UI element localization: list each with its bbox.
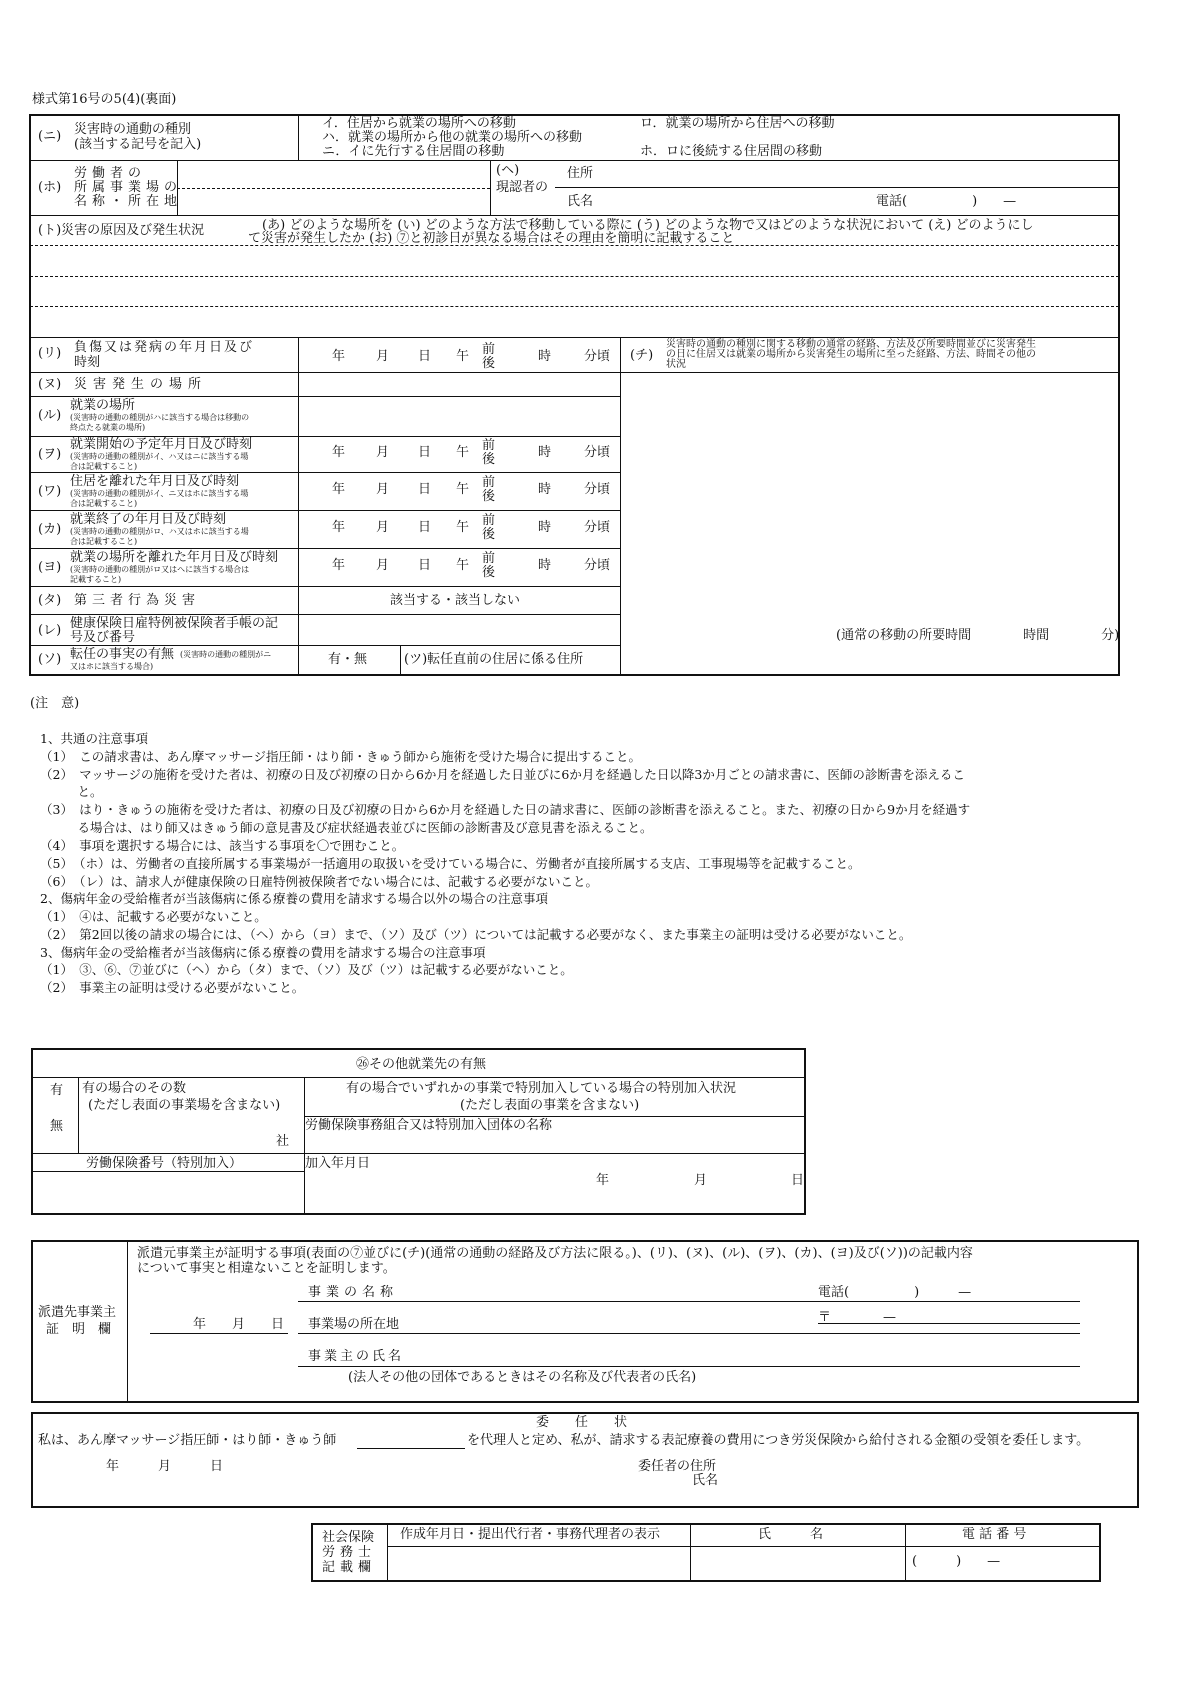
dt-hour: 時 — [538, 482, 552, 497]
section-ho-label: (ホ) — [38, 180, 62, 195]
other-work-count-label: 有の場合のその数 — [82, 1081, 187, 1096]
commute-time-note: (通常の移動の所要時間 時間 分) — [836, 628, 1120, 643]
rule — [298, 1333, 1080, 1334]
sharoushi-col2: 氏 名 — [758, 1527, 824, 1542]
note-line: （2） マッサージの施術を受けた者は、初療の日及び初療の日から6か月を経過した日並びに6か月を経過した日以降3か月ごとの請求書に、医師の診断書を添えるこ — [40, 767, 965, 782]
rule — [690, 1524, 691, 1581]
transfer-option[interactable]: 有・無 — [328, 652, 368, 667]
sharoushi-side3: 記載欄 — [322, 1560, 377, 1575]
rule — [30, 160, 1119, 161]
dt-day: 日 — [418, 349, 432, 364]
dt-zen: 前 — [482, 551, 496, 566]
rule — [30, 306, 1119, 307]
dispatch-owner-note: (法人その他の団体であるときはその名称及び代表者の氏名) — [348, 1370, 697, 1385]
dt-hour: 時 — [538, 520, 552, 535]
special-join-sub: (ただし表面の事業を含まない) — [460, 1098, 640, 1113]
rule — [555, 187, 1119, 188]
row-re-label: (レ) — [38, 623, 62, 638]
witness-name-label: 氏名 — [567, 194, 594, 209]
other-work-title: ㉖その他就業先の有無 — [356, 1057, 487, 1072]
dt-month: 月 — [376, 558, 390, 573]
dispatch-side-label2: 証 明 欄 — [46, 1322, 112, 1337]
note-line: 1、共通の注意事項 — [40, 731, 148, 746]
dt-hour: 時 — [538, 558, 552, 573]
row-so-label: (ソ) — [38, 652, 62, 667]
section-to-label: (ト)災害の原因及び発生状況 — [38, 223, 205, 238]
join-date-label: 加入年月日 — [305, 1156, 371, 1171]
rule — [298, 1301, 1080, 1302]
note-line: る場合は、はり師又はきゅう師の意見書及び症状経過表並びに医師の診断書及び意見書を添えること。 — [40, 820, 653, 835]
dt-year: 年 — [332, 482, 346, 497]
dt-day: 日 — [418, 558, 432, 573]
row-wa-label: (ワ) — [38, 484, 62, 499]
rule — [32, 1153, 805, 1154]
union-name-label: 労働保険事務組合又は特別加入団体の名称 — [305, 1118, 553, 1133]
row-wo-text: 就業開始の予定年月日及び時刻 — [70, 437, 253, 452]
rule — [298, 115, 299, 160]
datetime-ri — [306, 341, 616, 375]
dt-min: 分頃 — [584, 482, 611, 497]
section-chi-note2: の日に住居又は就業の場所から災害発生の場所に至った経路、方法、時間その他の — [666, 349, 1036, 360]
dt-day: 日 — [418, 520, 432, 535]
note-line: （2） 事業主の証明は受ける必要がないこと。 — [40, 980, 305, 995]
row-re-text1: 健康保険日雇特例被保険者手帳の記 — [70, 616, 279, 631]
sharoushi-phone: ( ) — — [912, 1554, 1001, 1569]
witness-label: (ヘ) — [496, 163, 520, 178]
datetime-ka — [306, 512, 616, 546]
join-year: 年 — [596, 1173, 610, 1188]
rule — [387, 1546, 1100, 1547]
row-ru-note1: (災害時の通動の種別がハに該当する場合は移動の — [70, 413, 250, 422]
row-nu-text: 災害発生の場所 — [74, 377, 208, 392]
note-line: （1） この請求書は、あん摩マッサージ指圧師・はり師・きゅう師から施術を受けた場合に提出すること。 — [40, 749, 641, 764]
rule — [30, 396, 620, 397]
rule — [30, 276, 1119, 277]
dt-month: 月 — [376, 520, 390, 535]
proxy-text-a: 私は、あん摩マッサージ指圧師・はり師・きゅう師 — [38, 1433, 337, 1448]
note-line: （6） （レ）は、請求人が健康保険の日雇特例被保険者でない場合には、記載する必要がないこと。 — [40, 874, 598, 889]
rule — [304, 1077, 305, 1214]
third-party-option[interactable]: 該当する・該当しない — [390, 593, 521, 608]
dispatch-phone: 電話( ) — — [818, 1285, 972, 1300]
dt-month: 月 — [376, 482, 390, 497]
notes-heading: (注 意) — [30, 696, 80, 711]
note-line: 2、傷病年金の受給権者が当該傷病に係る療養の費用を請求する場合以外の場合の注意事項 — [40, 891, 548, 906]
row-wa-note1: (災害時の通動の種別がイ、ニ又はホに該当する場 — [70, 489, 249, 498]
row-ri-text1: 負傷又は発病の年月日及び — [74, 340, 255, 355]
rule — [400, 645, 401, 675]
dt-hour: 時 — [538, 349, 552, 364]
proxy-title: 委 任 状 — [536, 1415, 628, 1430]
dt-year: 年 — [332, 349, 346, 364]
join-day: 日 — [791, 1173, 805, 1188]
witness-phone: 電話( ) — — [876, 194, 1017, 209]
form-id: 様式第16号の5(4)(裏面) — [32, 92, 177, 107]
proxy-text-b: を代理人と定め、私が、請求する表記療養の費用につき労災保険から給付される金額の受領を委任します。 — [467, 1433, 1090, 1448]
proxy-date: 年 月 日 — [106, 1459, 224, 1474]
dt-year: 年 — [332, 520, 346, 535]
row-ri-label: (リ) — [38, 346, 62, 361]
rule — [30, 337, 1119, 338]
section-ho-line2: 所属事業場の — [74, 180, 183, 195]
row-yo-note2: 記載すること) — [70, 575, 122, 584]
dt-gozen: 午 — [456, 558, 470, 573]
dt-min: 分頃 — [584, 520, 611, 535]
dispatch-date: 年 月 日 — [193, 1317, 285, 1332]
note-line: （3） はり・きゅうの施術を受けた者は、初療の日及び初療の日から6か月を経過した日の請求書に、医師の診断書を添えること。また、初療の日から9か月を経過す — [40, 802, 971, 817]
rule — [30, 548, 620, 549]
dt-min: 分頃 — [584, 349, 611, 364]
row-ta-label: (タ) — [38, 593, 62, 608]
dt-zen: 前 — [482, 475, 496, 490]
rule — [304, 1116, 805, 1117]
row-wa-text: 住居を離れた年月日及び時刻 — [70, 474, 240, 489]
row-ri-text2: 時刻 — [74, 355, 101, 370]
sharoushi-col1: 作成年月日・提出代行者・事務代理者の表示 — [400, 1527, 661, 1542]
dt-month: 月 — [376, 445, 390, 460]
proxy-addr-label: 委任者の住所 — [638, 1459, 717, 1474]
other-work-count-sub: (ただし表面の事業場を含まない) — [88, 1098, 281, 1113]
insurance-no-label: 労働保険番号（特別加入） — [86, 1156, 243, 1171]
row-so-text: 転任の事実の有無 — [70, 647, 175, 662]
row-wo-label: (ヲ) — [38, 447, 62, 462]
rule — [387, 1524, 388, 1581]
row-ru-note2: 終点たる就業の場所) — [70, 423, 146, 432]
dt-zen: 前 — [482, 438, 496, 453]
commute-option-ho[interactable]: ホ．ロに後続する住居間の移動 — [640, 144, 823, 159]
row-yo-label: (ヨ) — [38, 560, 62, 575]
datetime-wa — [306, 474, 616, 508]
rule — [177, 188, 490, 189]
section-chi-note3: 状況 — [666, 359, 686, 370]
rule — [905, 1524, 906, 1581]
sharoushi-col3: 電 話 番 号 — [962, 1527, 1027, 1542]
dispatch-owner-label: 事業主の氏名 — [308, 1349, 405, 1364]
proxy-name-label: 氏名 — [692, 1473, 719, 1488]
row-ka-note1: (災害時の通動の種別がロ、ハ又はホに該当する場 — [70, 527, 249, 536]
row-wa-note2: 合は記載すること) — [70, 499, 138, 508]
rule — [490, 160, 491, 215]
note-line: （5） （ホ）は、労働者の直接所属する事業場が一括適用の取扱いを受けている場合に、労働者が直接所属する支店、工事現場等を記載すること。 — [40, 856, 861, 871]
row-so-note2: 又はホに該当する場合) — [70, 662, 154, 671]
datetime-wo — [306, 437, 616, 471]
rule — [298, 1366, 1080, 1367]
dt-gozen: 午 — [456, 349, 470, 364]
row-ru-text: 就業の場所 — [70, 398, 136, 413]
row-tsu-text: (ツ)転任直前の住居に係る住所 — [404, 652, 584, 667]
dt-gozen: 午 — [456, 482, 470, 497]
dt-day: 日 — [418, 445, 432, 460]
dt-go: 後 — [482, 565, 496, 580]
note-line: （2） 第2回以後の請求の場合には、（ヘ）から（ヨ）まで、（ソ）及び（ツ）については記載する必要がなく、また事業主の証明は受ける必要がないこと。 — [40, 927, 912, 942]
section-ni-label: (ニ) — [38, 129, 62, 144]
dt-year: 年 — [332, 445, 346, 460]
section-ho-line3: 名称・所在地 — [74, 194, 183, 209]
rule — [30, 586, 620, 587]
section-to-note1: (あ) どのような場所を (い) どのような方法で移動している際に (う) どのような物で又はどのような状況において (え) どのようにし — [262, 218, 1034, 233]
row-wo-note2: 合は記載すること) — [70, 462, 138, 471]
row-yo-note1: (災害時の通動の種別がロ又はヘに該当する場合は — [70, 565, 250, 574]
section-to-note2: て災害が発生したか (お) ⑦と初診日が異なる場合はその理由を簡明に記載すること — [248, 231, 735, 246]
rule — [78, 1077, 79, 1153]
rule — [30, 510, 620, 511]
rule — [32, 1171, 304, 1172]
dt-go: 後 — [482, 356, 496, 371]
dispatch-biz-name-label: 事業の名称 — [308, 1285, 399, 1300]
other-work-no[interactable]: 無 — [50, 1119, 64, 1134]
datetime-yo — [306, 550, 616, 584]
other-work-yes[interactable]: 有 — [50, 1083, 64, 1098]
commute-option-ro[interactable]: ロ．就業の場所から住居への移動 — [640, 116, 835, 131]
row-nu-label: (ヌ) — [38, 377, 62, 392]
dt-go: 後 — [482, 452, 496, 467]
dt-zen: 前 — [482, 513, 496, 528]
dt-hour: 時 — [538, 445, 552, 460]
dispatch-postal: 〒 — — [818, 1310, 897, 1325]
note-line: と。 — [40, 784, 103, 799]
proxy-agent-blank[interactable] — [357, 1448, 465, 1449]
dispatch-statement1: 派遣元事業主が証明する事項(表面の⑦並びに(チ)(通常の通動の経路及び方法に限る。)、(リ)、(ヌ)、(ル)、(ヲ)、(カ)、(ヨ)及び(ソ))の記載内容 — [137, 1246, 973, 1261]
note-line: （4） 事項を選択する場合には、該当する事項を〇で囲むこと。 — [40, 838, 405, 853]
row-so-note1: (災害時の通動の種別がニ — [180, 650, 272, 659]
rule — [818, 1323, 1080, 1324]
dt-go: 後 — [482, 527, 496, 542]
dispatch-statement2: について事実と相違ないことを証明します。 — [137, 1261, 396, 1276]
section-ni-sub: (該当する記号を記入) — [74, 137, 202, 152]
dt-day: 日 — [418, 482, 432, 497]
rule — [298, 337, 299, 675]
row-wo-note1: (災害時の通動の種別がイ、ハ又はニに該当する場 — [70, 452, 249, 461]
row-ka-label: (カ) — [38, 522, 62, 537]
note-line: （1） ③、⑥、⑦並びに（ヘ）から（タ）まで、（ソ）及び（ツ）は記載する必要がないこと。 — [40, 962, 573, 977]
section-ni-title: 災害時の通動の種別 — [74, 122, 192, 137]
dt-gozen: 午 — [456, 445, 470, 460]
sharoushi-side2: 労務士 — [322, 1545, 377, 1560]
dispatch-side-label1: 派遣先事業主 — [38, 1305, 117, 1320]
dispatch-location-label: 事業場の所在地 — [308, 1317, 400, 1332]
dt-year: 年 — [332, 558, 346, 573]
note-line: （1） ④は、記載する必要がないこと。 — [40, 909, 267, 924]
row-ka-note2: 合は記載すること) — [70, 537, 138, 546]
row-ta-text: 第三者行為災害 — [74, 593, 201, 608]
rule — [30, 472, 620, 473]
sharoushi-side1: 社会保険 — [322, 1530, 375, 1545]
special-join-label: 有の場合でいずれかの事業で特別加入している場合の特別加入状況 — [346, 1081, 737, 1096]
commute-option-ha[interactable]: ハ．就業の場所から他の就業の場所への移動 — [322, 130, 583, 145]
rule — [30, 614, 620, 615]
dt-zen: 前 — [482, 342, 496, 357]
dt-min: 分頃 — [584, 558, 611, 573]
witness-title: 現認者の — [496, 180, 549, 195]
rule — [620, 337, 621, 675]
row-ru-label: (ル) — [38, 408, 62, 423]
section-ho-line1: 労働者の — [74, 166, 147, 181]
row-yo-text: 就業の場所を離れた年月日及び時刻 — [70, 550, 279, 565]
rule — [30, 215, 1119, 216]
row-re-text2: 号及び番号 — [70, 630, 136, 645]
witness-address-label: 住所 — [567, 166, 594, 181]
rule — [150, 1333, 288, 1334]
join-month: 月 — [694, 1173, 708, 1188]
section-chi-label: (チ) — [630, 348, 654, 363]
dt-go: 後 — [482, 489, 496, 504]
section-chi-note1: 災害時の通動の種別に関する移動の通常の経路、方法及び所要時間並びに災害発生 — [666, 339, 1036, 350]
dt-month: 月 — [376, 349, 390, 364]
other-work-sha: 社 — [276, 1134, 290, 1149]
dt-gozen: 午 — [456, 520, 470, 535]
dt-min: 分頃 — [584, 445, 611, 460]
commute-option-i[interactable]: イ．住居から就業の場所への移動 — [322, 116, 516, 131]
rule — [127, 1241, 128, 1402]
row-ka-text: 就業終了の年月日及び時刻 — [70, 512, 227, 527]
note-line: 3、傷病年金の受給権者が当該傷病に係る療養の費用を請求する場合の注意事項 — [40, 945, 486, 960]
rule — [32, 1077, 805, 1078]
rule — [30, 645, 620, 646]
commute-option-ni[interactable]: ニ．イに先行する住居間の移動 — [322, 144, 505, 159]
